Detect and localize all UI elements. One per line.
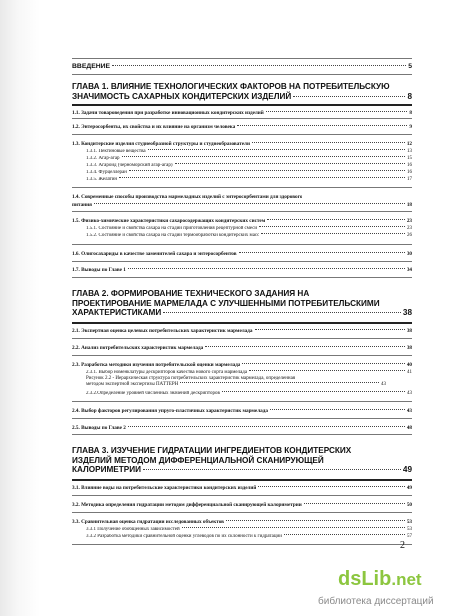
- toc-entry[interactable]: 2.3. Разработка методики изучения потребительской оценки мармелада 40: [72, 362, 412, 368]
- toc-entry[interactable]: 2.5. Выводы по Главе 2 48: [72, 425, 412, 431]
- toc-subentry[interactable]: 1.3.4. Фурцеллеран 16: [86, 170, 412, 175]
- toc-entry[interactable]: 1.3. Кондитерские изделия студнеобразной структуры и студнеобразователи 12: [72, 141, 412, 147]
- divider: [72, 104, 412, 106]
- watermark-logo: dsLib.net: [338, 568, 422, 590]
- toc-entry[interactable]: 3.2. Методика определения гидратации методом дифференциальной сканирующей калориметрии 50: [72, 502, 412, 508]
- toc-subentry[interactable]: 1.5.2. Состояние и свойства сахара на стадии термообработки кондитерских масс 26: [86, 233, 412, 238]
- chapter-1-heading[interactable]: ГЛАВА 1. ВЛИЯНИЕ ТЕХНОЛОГИЧЕСКИХ ФАКТОРОВ НА ПОТРЕБИТЕЛЬСКУЮ ЗНАЧИМОСТЬ САХАРНЫХ КОНДИТЕРСКИХ ИЗДЕЛИЙ 8: [72, 82, 412, 101]
- divider: [72, 479, 412, 481]
- toc-entry-intro[interactable]: ВВЕДЕНИЕ 5: [72, 63, 412, 70]
- toc-subentry[interactable]: 1.3.1. Пектиновые вещества 13: [86, 149, 412, 154]
- toc-subentry[interactable]: 1.5.1. Состояние и свойства сахара на стадии приготовления рецептурной смеси 23: [86, 226, 412, 231]
- toc-entry[interactable]: 2.1. Экспертная оценка целевых потребительских характеристик мармелада 38: [72, 328, 412, 334]
- toc-subentry[interactable]: 1.3.3. Агароид (черноморский агар-агар) 16: [86, 163, 412, 168]
- divider: [72, 58, 412, 59]
- toc-subentry[interactable]: 2.3.2.Определение уровней численных значений дескрипторов 43: [86, 391, 412, 396]
- toc-entry[interactable]: 2.2. Анализ потребительских характеристик мармелада 38: [72, 345, 412, 351]
- watermark-caption: библиотека диссертаций: [318, 596, 434, 607]
- toc-entry[interactable]: 1.2. Энтеросорбенты, их свойства и их влияние на организм человека 9: [72, 124, 412, 130]
- page-number: 2: [400, 540, 405, 551]
- toc-entry[interactable]: 1.6. Олигосахариды в качестве заменителей сахара и энтеросорбентов 30: [72, 251, 412, 257]
- toc-subentry[interactable]: 1.3.5. Желатин 17: [86, 177, 412, 182]
- figure-entry[interactable]: Рисунок 2.2 - Иерархическая структура потребительских характеристик мармелада, определенная методом экспертной экспертизы ПАТТЕРН 43: [86, 376, 386, 388]
- toc-entry-continued[interactable]: питания 18: [72, 202, 412, 208]
- toc-entry[interactable]: 3.1. Влияние воды на потребительские характеристики кондитерских изделий 49: [72, 485, 412, 491]
- chapter-2-heading[interactable]: ГЛАВА 2. ФОРМИРОВАНИЕ ТЕХНИЧЕСКОГО ЗАДАНИЯ НА ПРОЕКТИРОВАНИЕ МАРМЕЛАДА С УЛУЧШЕННЫМИ ПОТРЕБИТЕЛЬСКИМИ ХАРАКТЕРИСТИКАМИ 38: [72, 289, 412, 317]
- divider: [72, 74, 412, 75]
- divider: [72, 322, 412, 324]
- chapter-3-heading[interactable]: ГЛАВА 3. ИЗУЧЕНИЕ ГИДРАТАЦИИ ИНГРЕДИЕНТОВ КОНДИТЕРСКИХ ИЗДЕЛИЙ МЕТОДОМ ДИФФЕРЕНЦИАЛЬНОЙ СКАНИРУЮЩЕЙ КАЛОРИМЕТРИИ 49: [72, 446, 412, 474]
- toc-entry[interactable]: 1.4. Современные способы производства мармеладных изделий с энтеросорбентами для здорового: [72, 194, 303, 200]
- toc-subentry[interactable]: 3.3.1 Получение обобщенных зависимостей 53: [86, 527, 412, 532]
- toc-entry[interactable]: 1.1. Задачи товароведения при разработке инновационных кондитерских изделий 8: [72, 110, 412, 116]
- table-of-contents: [72, 58, 412, 578]
- toc-entry[interactable]: 3.3. Сравнительная оценка гидратации исследованных объектов 53: [72, 519, 412, 525]
- toc-entry[interactable]: 2.4. Выбор факторов регулирования упруго-пластичных характеристик мармелада 43: [72, 408, 412, 414]
- toc-entry[interactable]: 1.5. Физико-химические характеристики сахаросодержащих кондитерских систем 23: [72, 218, 412, 224]
- toc-entry[interactable]: 1.7. Выводы по Главе 1 34: [72, 267, 412, 273]
- toc-subentry[interactable]: 2.3.1. Выбор номенклатуры дескрипторов качества нового сорта мармелада 41: [86, 370, 412, 375]
- toc-subentry[interactable]: 3.3.2 Разработка методики сравнительной оценки углеводов по их склонности к гидратации 57: [86, 534, 412, 539]
- toc-subentry[interactable]: 1.3.2. Агар-агар 15: [86, 156, 412, 161]
